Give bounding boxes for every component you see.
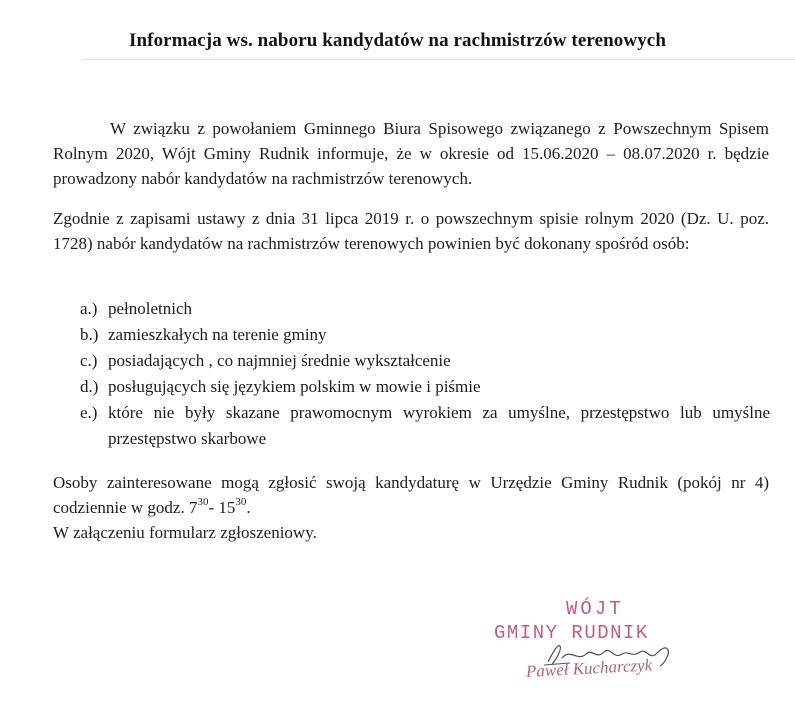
list-item-text: posługujących się językiem polskim w mowie i piśmie: [108, 377, 481, 396]
hours-end-minutes: 30: [235, 496, 247, 509]
paragraph-intro: [53, 116, 769, 191]
list-item-text: zamieszkałych na terenie gminy: [108, 325, 327, 344]
list-item-text: pełnoletnich: [108, 299, 193, 318]
title-rule: [82, 59, 795, 60]
paragraph-legal-basis: Zgodnie z zapisami ustawy z dnia 31 lipca 2019 r. o powszechnym spisie rolnym 2020 (Dz. U. poz. 1728) nabór kandydatów na rachmistrzów terenowych powinien być dokonany spośród osób:: [53, 209, 769, 253]
document-title: Informacja ws. naboru kandydatów na rachmistrzów terenowych: [128, 30, 666, 51]
hours-start-minutes: 30: [197, 496, 209, 509]
hours-separator: - 15: [208, 498, 236, 517]
official-stamp: [488, 596, 728, 696]
requirements-list: [80, 296, 770, 452]
list-marker: d.): [80, 377, 99, 396]
list-item-text: które nie były skazane prawomocnym wyrokiem za umyślne, przestępstwo lub umyślne przestępstwo skarbowe: [108, 403, 770, 448]
list-item: [80, 296, 770, 322]
stamp-signatory-name: Paweł Kucharczyk: [525, 655, 653, 681]
list-item: [80, 322, 770, 348]
hours-end-dot: .: [246, 498, 251, 517]
contact-text: Osoby zainteresowane mogą zgłosić swoją kandydaturę w Urzędzie Gminy Rudnik (pokój nr 4) codziennie w godz. 7: [53, 473, 769, 517]
list-marker: e.): [80, 403, 98, 422]
stamp-title: WÓJT: [566, 598, 624, 620]
paragraph-contact: [53, 470, 769, 545]
attachment-note: W załączeniu formularz zgłoszeniowy.: [53, 523, 317, 542]
paragraph-intro-text: W związku z powołaniem Gminnego Biura Spisowego związanego z Powszechnym Spisem Rolnym 2020, Wójt Gminy Rudnik informuje, że w okresie od 15.06.2020 – 08.07.2020 r. będzie prowadzony nabór kandydatów na rachmistrzów terenowych.: [53, 119, 769, 188]
stamp-office: GMINY RUDNIK: [494, 622, 649, 644]
list-item: [80, 348, 770, 374]
list-marker: c.): [80, 351, 98, 370]
list-item: [80, 374, 770, 400]
list-item: [80, 400, 770, 452]
list-marker: a.): [80, 299, 98, 318]
list-item-text: posiadających , co najmniej średnie wykształcenie: [108, 351, 451, 370]
list-marker: b.): [80, 325, 99, 344]
